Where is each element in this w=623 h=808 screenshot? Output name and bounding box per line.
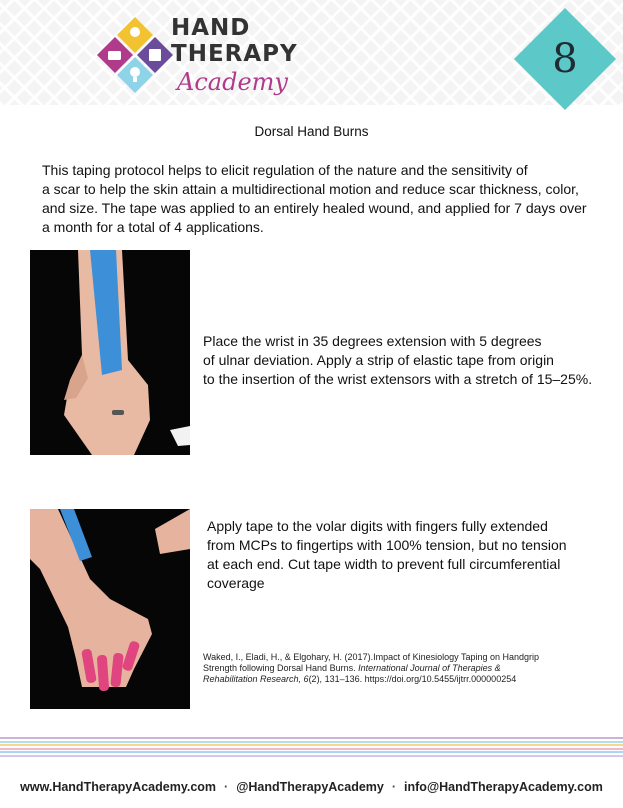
footer-separator: · <box>224 780 229 794</box>
step2-instructions <box>207 517 567 593</box>
stripe <box>0 737 623 739</box>
step2-line: coverage <box>207 575 265 591</box>
brand-logo[interactable] <box>95 10 298 100</box>
stripe <box>0 748 623 750</box>
intro-paragraph <box>42 161 602 237</box>
intro-line: This taping protocol helps to elicit regulation of the nature and the sensitivity of <box>42 162 528 178</box>
page-title: Dorsal Hand Burns <box>254 124 369 139</box>
ref-line3 <box>203 674 603 685</box>
stripe <box>0 741 623 743</box>
ref-authors: Waked, I., Eladi, H., & Elgohary, H. (2017).Impact of Kinesiology Taping on Handgrip <box>203 652 540 662</box>
footer-contacts <box>0 780 623 794</box>
stripe <box>0 744 623 746</box>
wrist-extensor-taping-photo <box>30 250 190 455</box>
ref-journal: International Journal of Therapies & <box>358 663 501 673</box>
intro-line: and size. The tape was applied to an entirely healed wound, and applied for 7 days over <box>42 200 587 216</box>
volar-digit-taping-photo <box>30 509 190 709</box>
footer-email-link[interactable]: info@HandTherapyAcademy.com <box>404 780 603 794</box>
logo-diamond-icon <box>95 15 175 95</box>
page-number: 8 <box>552 36 578 82</box>
decorative-stripes <box>0 737 623 758</box>
intro-line: a scar to help the skin attain a multidirectional motion and reduce scar thickness, color, <box>42 181 579 197</box>
footer <box>0 771 623 808</box>
reference-citation <box>203 652 603 685</box>
brand-line2: THERAPY <box>171 41 298 67</box>
step2-line: from MCPs to fingertips with 100% tension, but no tension <box>207 537 567 553</box>
step1-line: of ulnar deviation. Apply a strip of elastic tape from origin <box>203 352 554 368</box>
step2-line: at each end. Cut tape width to prevent full circumferential <box>207 556 561 572</box>
step1-instructions <box>203 332 592 389</box>
ref-journal-cont: Rehabilitation Research, 6 <box>203 674 309 684</box>
footer-handle-link[interactable]: @HandTherapyAcademy <box>236 780 384 794</box>
brand-wordmark <box>171 15 298 97</box>
ref-issue-doi[interactable]: (2), 131–136. https://doi.org/10.5455/ijtrr.000000254 <box>308 674 517 684</box>
brand-line1: HAND <box>171 15 251 41</box>
ref-article-title: Strength following Dorsal Hand Burns. <box>203 663 359 673</box>
step1-line: to the insertion of the wrist extensors with a stretch of 15–25%. <box>203 371 593 387</box>
page-number-badge <box>512 6 618 112</box>
stripe <box>0 751 623 753</box>
brand-line3: Academy <box>177 68 288 96</box>
stripe <box>0 755 623 757</box>
intro-line: a month for a total of 4 applications. <box>42 219 264 235</box>
ref-line2 <box>203 663 603 674</box>
footer-website-link[interactable]: www.HandTherapyAcademy.com <box>20 780 217 794</box>
step1-line: Place the wrist in 35 degrees extension with 5 degrees <box>203 333 542 349</box>
header-banner <box>0 0 623 105</box>
footer-separator: · <box>391 780 397 794</box>
step2-line: Apply tape to the volar digits with fingers fully extended <box>207 518 548 534</box>
